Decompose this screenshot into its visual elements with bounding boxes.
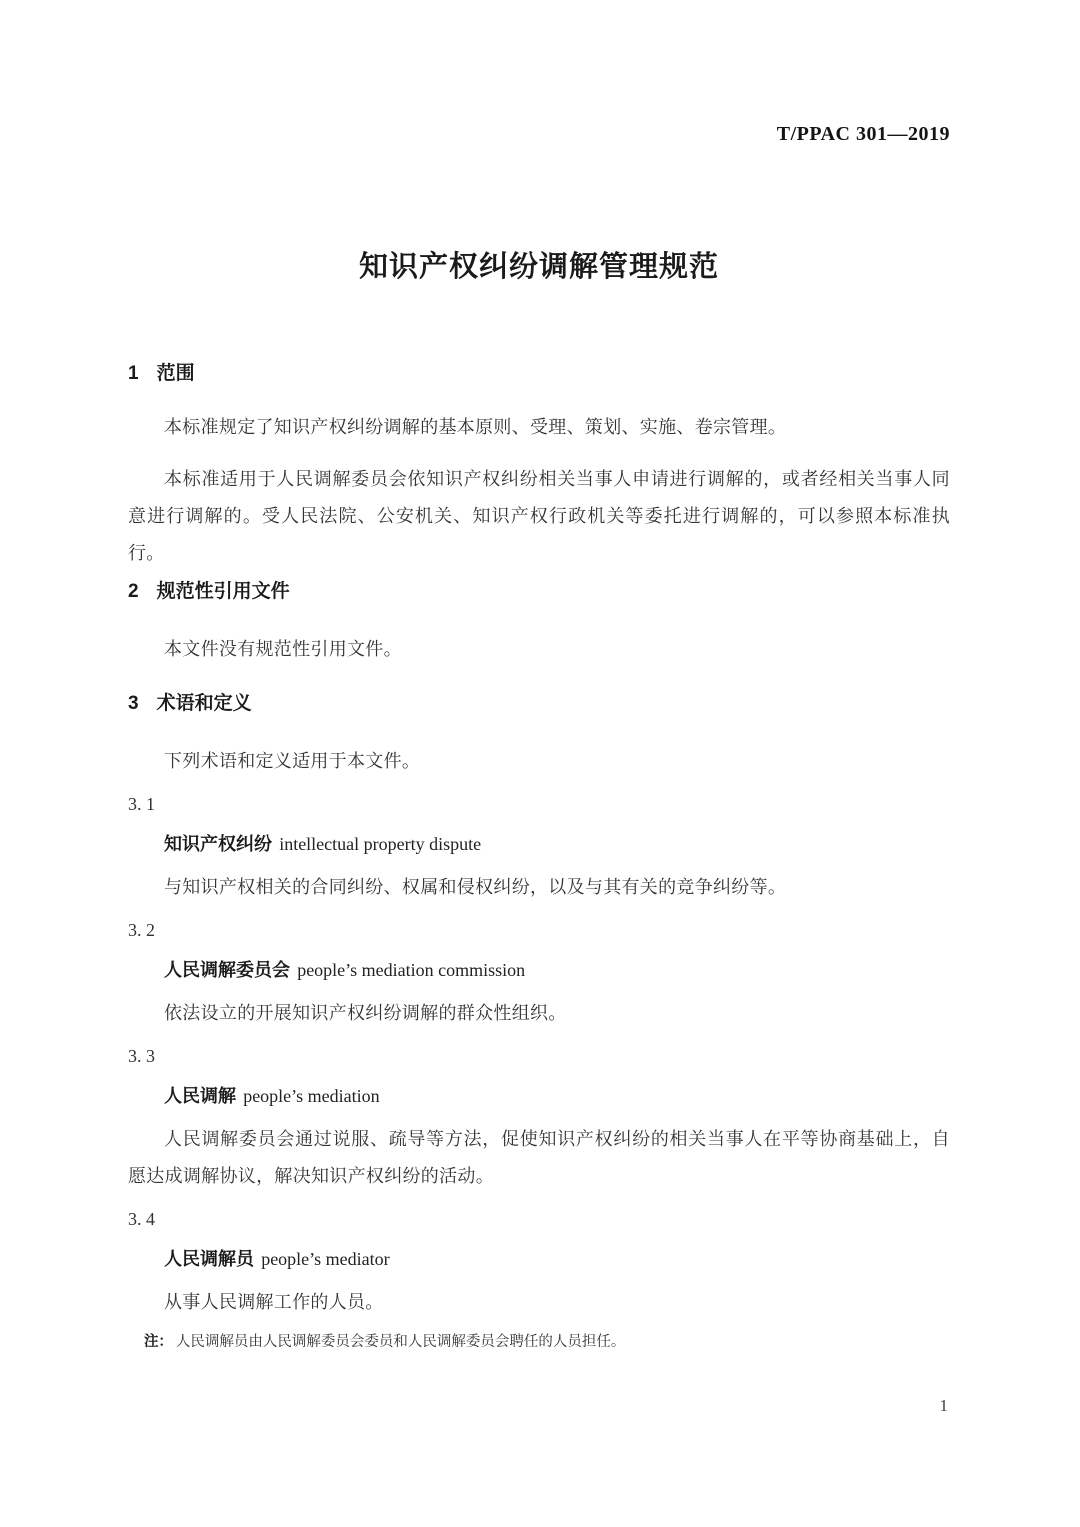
term-3-2-name [128, 952, 950, 989]
term-3-4-name [128, 1241, 950, 1278]
term-3-3-name-en: people’s mediation [243, 1086, 380, 1106]
section-1-title: 范围 [156, 363, 195, 384]
note [128, 1332, 950, 1353]
term-3-3-definition: 人民调解委员会通过说服、疏导等方法，促使知识产权纠纷的相关当事人在平等协商基础上，自愿达成调解协议，解决知识产权纠纷的活动。 [128, 1129, 950, 1186]
section-2-heading [128, 579, 950, 605]
term-3-2-definition: 依法设立的开展知识产权纠纷调解的群众性组织。 [164, 1003, 567, 1023]
note-text: 人民调解员由人民调解委员会委员和人民调解委员会聘任的人员担任。 [175, 1334, 626, 1350]
page-header [128, 123, 950, 145]
term-3-1-number: 3. 1 [128, 794, 155, 814]
term-3-1-name-en: intellectual property dispute [279, 834, 482, 854]
term-3-2-name-zh: 人民调解委员会 [164, 960, 290, 980]
term-3-2-number: 3. 2 [128, 920, 155, 940]
section-1-paragraph: 本标准规定了知识产权纠纷调解的基本原则、受理、策划、实施、卷宗管理。 [164, 417, 787, 437]
section-3-title: 术语和定义 [156, 693, 252, 714]
section-2-number: 2 [128, 581, 139, 602]
term-3-1-name [128, 826, 950, 863]
term-3-4-name-zh: 人民调解员 [164, 1249, 254, 1269]
term-3-3-name [128, 1078, 950, 1115]
section-1-number: 1 [128, 363, 139, 384]
standard-code: T/PPAC 301—2019 [776, 123, 950, 145]
section-1-heading [128, 361, 950, 387]
term-3-3-number: 3. 3 [128, 1046, 155, 1066]
section-1-paragraph: 本标准适用于人民调解委员会依知识产权纠纷相关当事人申请进行调解的，或者经相关当事人同意进行调解的。受人民法院、公安机关、知识产权行政机关等委托进行调解的，可以参照本标准执行。 [128, 469, 950, 563]
term-3-3-name-zh: 人民调解 [164, 1086, 236, 1106]
section-3-number: 3 [128, 693, 139, 714]
document-title: 知识产权纠纷调解管理规范 [358, 251, 719, 283]
term-3-2-name-en: people’s mediation commission [297, 960, 526, 980]
section-3-heading [128, 691, 950, 717]
term-3-1-definition: 与知识产权相关的合同纠纷、权属和侵权纠纷，以及与其有关的竞争纠纷等。 [164, 877, 787, 897]
term-3-4-definition: 从事人民调解工作的人员。 [164, 1292, 384, 1312]
page-number: 1 [939, 1396, 948, 1415]
section-2-paragraph: 本文件没有规范性引用文件。 [164, 639, 402, 659]
section-3-paragraph: 下列术语和定义适用于本文件。 [164, 751, 421, 771]
note-label: 注： [143, 1334, 173, 1350]
section-2-title: 规范性引用文件 [156, 581, 290, 602]
term-3-4-number: 3. 4 [128, 1209, 155, 1229]
term-3-1-name-zh: 知识产权纠纷 [164, 834, 272, 854]
term-3-4-name-en: people’s mediator [261, 1249, 390, 1269]
